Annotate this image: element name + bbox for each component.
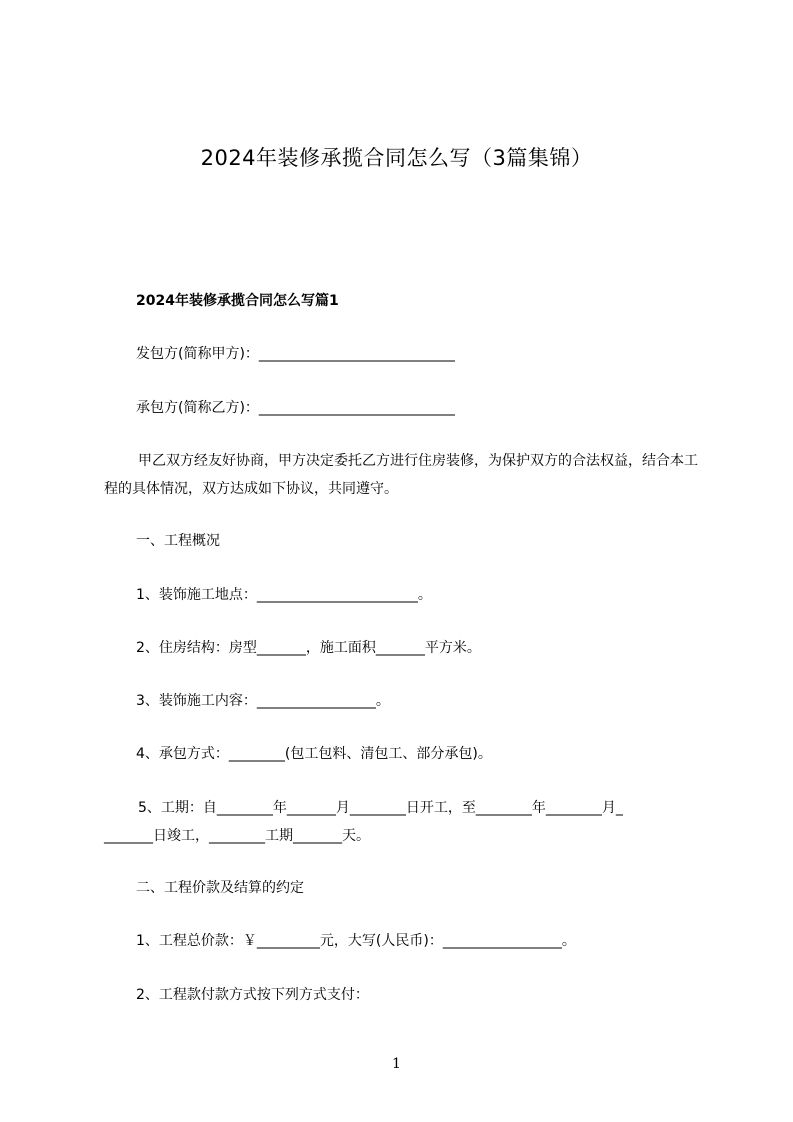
section-heading: 2024年装修承揽合同怎么写篇1 <box>136 293 339 309</box>
page-number: 1 <box>392 1056 401 1072</box>
price-item-total: 1、工程总价款：￥_________元，大写(人民币)：_________________。 <box>136 933 576 949</box>
intro-paragraph: 甲乙双方经友好协商，甲方决定委托乙方进行住房装修，为保护双方的合法权益，结合本工程的具体情况，双方达成如下协议，共同遵守。 <box>104 453 698 497</box>
party-a-line: 发包方(简称甲方)：____________________________ <box>136 346 455 362</box>
document-title: 2024年装修承揽合同怎么写（3篇集锦） <box>200 146 593 170</box>
clause-item-schedule-line-1: 5、工期：自________年_______月________日开工，至________年________月_ <box>138 800 623 816</box>
part-one-heading: 一、工程概况 <box>136 533 220 549</box>
clause-item-contract-mode: 4、承包方式：________(包工包料、清包工、部分承包)。 <box>136 746 492 762</box>
clause-item-structure: 2、住房结构：房型_______，施工面积_______平方米。 <box>136 640 481 656</box>
party-b-line: 承包方(简称乙方)：____________________________ <box>136 400 455 416</box>
part-two-heading: 二、工程价款及结算的约定 <box>136 880 304 896</box>
clause-item-content: 3、装饰施工内容：_________________。 <box>136 693 390 709</box>
clause-item-location: 1、装饰施工地点：_______________________。 <box>136 587 432 603</box>
clause-item-schedule-line-2: _______日竣工，________工期_______天。 <box>104 828 370 844</box>
price-item-payment: 2、工程款付款方式按下列方式支付： <box>136 987 369 1003</box>
